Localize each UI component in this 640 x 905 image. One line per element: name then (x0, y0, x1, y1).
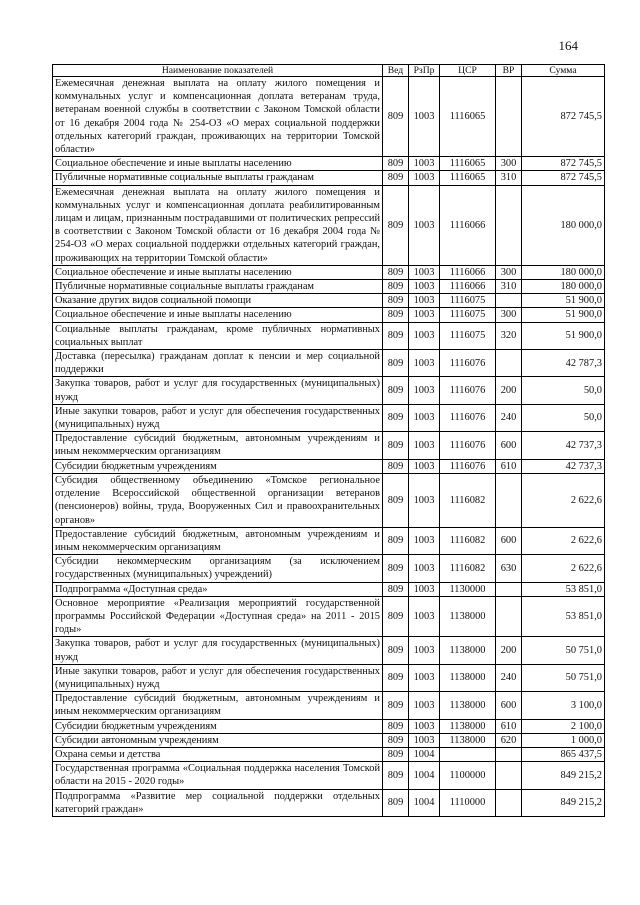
row-rzpr: 1004 (409, 747, 440, 761)
row-ved: 809 (383, 692, 409, 719)
row-ved: 809 (383, 350, 409, 377)
row-rzpr: 1003 (409, 432, 440, 459)
row-rzpr: 1003 (409, 265, 440, 279)
row-vr: 310 (496, 280, 522, 294)
row-sum: 51 900,0 (522, 294, 605, 308)
row-name: Ежемесячная денежная выплата на оплату жилого помещения и коммунальных услуг и компенсационная доплата реабилитированным лицам и лицам, признанным пострадавшими от политических репрессий в соответствии с Законом Томской области от 16 декабря 2004 года № 254-ОЗ «О мерах социальной поддержки отдельных категорий граждан, проживающих на территории Томской области» (53, 185, 383, 265)
row-name: Субсидия общественному объединению «Томское региональное отделение Всероссийской общественной организации ветеранов (пенсионеров) войны, труда, Вооруженных Сил и правоохранительных органов» (53, 473, 383, 527)
table-row (53, 596, 605, 637)
row-rzpr: 1003 (409, 308, 440, 322)
row-rzpr: 1003 (409, 582, 440, 596)
row-ved: 809 (383, 596, 409, 637)
row-csr: 1116076 (440, 377, 496, 404)
table-row (53, 404, 605, 431)
row-vr (496, 294, 522, 308)
table-row (53, 527, 605, 554)
row-sum: 180 000,0 (522, 185, 605, 265)
row-sum: 50,0 (522, 377, 605, 404)
row-vr (496, 582, 522, 596)
row-name: Публичные нормативные социальные выплаты гражданам (53, 280, 383, 294)
row-sum: 50 751,0 (522, 637, 605, 664)
row-csr: 1116076 (440, 350, 496, 377)
row-name: Иные закупки товаров, работ и услуг для обеспечения государственных (муниципальных) нужд (53, 664, 383, 691)
row-csr: 1116082 (440, 555, 496, 582)
row-vr (496, 747, 522, 761)
table-row (53, 459, 605, 473)
table-row (53, 377, 605, 404)
row-csr: 1138000 (440, 664, 496, 691)
row-csr: 1116065 (440, 157, 496, 171)
row-sum: 50 751,0 (522, 664, 605, 691)
row-sum: 42 737,3 (522, 459, 605, 473)
row-name: Субсидии некоммерческим организациям (за исключением государственных (муниципальных) учреждений) (53, 555, 383, 582)
table-row (53, 308, 605, 322)
row-csr: 1116076 (440, 459, 496, 473)
row-sum: 53 851,0 (522, 596, 605, 637)
row-name: Субсидии бюджетным учреждениям (53, 459, 383, 473)
table-row (53, 719, 605, 733)
row-csr: 1116075 (440, 322, 496, 349)
row-name: Социальное обеспечение и иные выплаты населению (53, 308, 383, 322)
row-csr: 1100000 (440, 762, 496, 789)
row-sum: 2 622,6 (522, 555, 605, 582)
row-rzpr: 1003 (409, 555, 440, 582)
row-vr (496, 596, 522, 637)
row-sum: 849 215,2 (522, 789, 605, 816)
row-ved: 809 (383, 294, 409, 308)
row-sum: 50,0 (522, 404, 605, 431)
table-row (53, 185, 605, 265)
table-row (53, 432, 605, 459)
row-ved: 809 (383, 459, 409, 473)
row-rzpr: 1003 (409, 171, 440, 185)
row-ved: 809 (383, 171, 409, 185)
row-ved: 809 (383, 77, 409, 157)
row-sum: 2 622,6 (522, 473, 605, 527)
row-name: Социальное обеспечение и иные выплаты населению (53, 157, 383, 171)
row-ved: 809 (383, 664, 409, 691)
table-row (53, 77, 605, 157)
row-name: Доставка (пересылка) гражданам доплат к пенсии и мер социальной поддержки (53, 350, 383, 377)
table-row (53, 280, 605, 294)
row-rzpr: 1003 (409, 77, 440, 157)
table-row (53, 733, 605, 747)
row-rzpr: 1003 (409, 473, 440, 527)
row-csr: 1116075 (440, 308, 496, 322)
row-csr (440, 747, 496, 761)
row-vr: 300 (496, 157, 522, 171)
row-name: Субсидии автономным учреждениям (53, 733, 383, 747)
row-sum: 872 745,5 (522, 157, 605, 171)
row-vr: 200 (496, 377, 522, 404)
row-rzpr: 1003 (409, 157, 440, 171)
header-name: Наименование показателей (53, 65, 383, 77)
row-sum: 42 787,3 (522, 350, 605, 377)
header-sum: Сумма (522, 65, 605, 77)
row-csr: 1138000 (440, 719, 496, 733)
row-rzpr: 1003 (409, 185, 440, 265)
row-sum: 872 745,5 (522, 77, 605, 157)
row-csr: 1138000 (440, 637, 496, 664)
row-rzpr: 1003 (409, 404, 440, 431)
row-ved: 809 (383, 265, 409, 279)
row-vr: 600 (496, 432, 522, 459)
row-rzpr: 1003 (409, 280, 440, 294)
row-name: Закупка товаров, работ и услуг для государственных (муниципальных) нужд (53, 637, 383, 664)
row-ved: 809 (383, 527, 409, 554)
table-row (53, 789, 605, 816)
row-rzpr: 1004 (409, 762, 440, 789)
row-name: Закупка товаров, работ и услуг для государственных (муниципальных) нужд (53, 377, 383, 404)
row-name: Охрана семьи и детства (53, 747, 383, 761)
row-vr: 310 (496, 171, 522, 185)
header-vr: ВР (496, 65, 522, 77)
row-csr: 1116082 (440, 527, 496, 554)
row-vr: 600 (496, 692, 522, 719)
row-rzpr: 1003 (409, 719, 440, 733)
row-csr: 1110000 (440, 789, 496, 816)
row-vr: 300 (496, 265, 522, 279)
row-sum: 2 622,6 (522, 527, 605, 554)
row-sum: 1 000,0 (522, 733, 605, 747)
row-rzpr: 1003 (409, 733, 440, 747)
row-csr: 1116066 (440, 280, 496, 294)
row-vr (496, 473, 522, 527)
header-csr: ЦСР (440, 65, 496, 77)
row-sum: 42 737,3 (522, 432, 605, 459)
row-ved: 809 (383, 719, 409, 733)
table-row (53, 692, 605, 719)
row-csr: 1116065 (440, 77, 496, 157)
row-vr: 300 (496, 308, 522, 322)
row-ved: 809 (383, 637, 409, 664)
row-rzpr: 1003 (409, 350, 440, 377)
row-vr (496, 789, 522, 816)
row-ved: 809 (383, 404, 409, 431)
table-row (53, 171, 605, 185)
row-vr (496, 350, 522, 377)
row-csr: 1116066 (440, 265, 496, 279)
table-row (53, 582, 605, 596)
row-sum: 872 745,5 (522, 171, 605, 185)
row-vr (496, 77, 522, 157)
row-ved: 809 (383, 555, 409, 582)
table-row (53, 473, 605, 527)
row-csr: 1138000 (440, 733, 496, 747)
row-name: Ежемесячная денежная выплата на оплату жилого помещения и коммунальных услуг и компенсационная доплата ветеранам труда, ветеранам военной службы в соответствии с Законом Томской области от 16 декабря 2004 года № 254-ОЗ «О мерах социальной поддержки отдельных категорий граждан, проживающих на территории Томской области» (53, 77, 383, 157)
row-ved: 809 (383, 432, 409, 459)
row-vr: 620 (496, 733, 522, 747)
row-name: Социальное обеспечение и иные выплаты населению (53, 265, 383, 279)
row-rzpr: 1003 (409, 459, 440, 473)
row-rzpr: 1003 (409, 637, 440, 664)
row-sum: 2 100,0 (522, 719, 605, 733)
row-csr: 1116076 (440, 432, 496, 459)
row-ved: 809 (383, 762, 409, 789)
row-vr (496, 762, 522, 789)
row-ved: 809 (383, 322, 409, 349)
row-csr: 1116082 (440, 473, 496, 527)
row-name: Субсидии бюджетным учреждениям (53, 719, 383, 733)
row-name: Основное мероприятие «Реализация мероприятий государственной программы Российской Федерации «Доступная среда» на 2011 - 2015 годы» (53, 596, 383, 637)
table-row (53, 322, 605, 349)
row-ved: 809 (383, 747, 409, 761)
row-vr: 320 (496, 322, 522, 349)
row-rzpr: 1003 (409, 596, 440, 637)
row-name: Государственная программа «Социальная поддержка населения Томской области на 2015 - 2020 годы» (53, 762, 383, 789)
row-sum: 51 900,0 (522, 322, 605, 349)
row-sum: 180 000,0 (522, 265, 605, 279)
row-ved: 809 (383, 789, 409, 816)
row-csr: 1138000 (440, 692, 496, 719)
row-ved: 809 (383, 280, 409, 294)
table-row (53, 664, 605, 691)
row-rzpr: 1003 (409, 377, 440, 404)
header-rzpr: РзПр (409, 65, 440, 77)
row-name: Подпрограмма «Развитие мер социальной поддержки отдельных категорий граждан» (53, 789, 383, 816)
row-csr: 1116075 (440, 294, 496, 308)
row-sum: 849 215,2 (522, 762, 605, 789)
row-sum: 51 900,0 (522, 308, 605, 322)
row-ved: 809 (383, 308, 409, 322)
header-ved: Вед (383, 65, 409, 77)
row-name: Предоставление субсидий бюджетным, автономным учреждениям и иным некоммерческим организациям (53, 432, 383, 459)
row-csr: 1116066 (440, 185, 496, 265)
row-rzpr: 1003 (409, 294, 440, 308)
row-csr: 1116065 (440, 171, 496, 185)
row-csr: 1130000 (440, 582, 496, 596)
row-vr: 600 (496, 527, 522, 554)
row-ved: 809 (383, 733, 409, 747)
row-name: Социальные выплаты гражданам, кроме публичных нормативных социальных выплат (53, 322, 383, 349)
row-vr: 630 (496, 555, 522, 582)
row-name: Публичные нормативные социальные выплаты гражданам (53, 171, 383, 185)
row-name: Предоставление субсидий бюджетным, автономным учреждениям и иным некоммерческим организациям (53, 527, 383, 554)
row-ved: 809 (383, 157, 409, 171)
row-rzpr: 1003 (409, 692, 440, 719)
row-sum: 180 000,0 (522, 280, 605, 294)
row-ved: 809 (383, 185, 409, 265)
row-rzpr: 1003 (409, 322, 440, 349)
row-vr: 240 (496, 404, 522, 431)
row-csr: 1138000 (440, 596, 496, 637)
row-name: Подпрограмма «Доступная среда» (53, 582, 383, 596)
table-row (53, 157, 605, 171)
row-vr: 610 (496, 459, 522, 473)
row-ved: 809 (383, 473, 409, 527)
row-sum: 53 851,0 (522, 582, 605, 596)
row-vr: 240 (496, 664, 522, 691)
table-row (53, 294, 605, 308)
row-name: Иные закупки товаров, работ и услуг для обеспечения государственных (муниципальных) нужд (53, 404, 383, 431)
table-header-row (53, 65, 605, 77)
row-vr (496, 185, 522, 265)
row-sum: 865 437,5 (522, 747, 605, 761)
row-ved: 809 (383, 377, 409, 404)
row-rzpr: 1004 (409, 789, 440, 816)
budget-table (52, 64, 605, 817)
table-row (53, 747, 605, 761)
row-ved: 809 (383, 582, 409, 596)
row-name: Предоставление субсидий бюджетным, автономным учреждениям и иным некоммерческим организациям (53, 692, 383, 719)
row-vr: 200 (496, 637, 522, 664)
page-number: 164 (558, 38, 578, 53)
row-sum: 3 100,0 (522, 692, 605, 719)
table-row (53, 265, 605, 279)
table-row (53, 555, 605, 582)
row-name: Оказание других видов социальной помощи (53, 294, 383, 308)
row-rzpr: 1003 (409, 527, 440, 554)
table-row (53, 350, 605, 377)
row-csr: 1116076 (440, 404, 496, 431)
table-row (53, 762, 605, 789)
row-rzpr: 1003 (409, 664, 440, 691)
table-row (53, 637, 605, 664)
row-vr: 610 (496, 719, 522, 733)
